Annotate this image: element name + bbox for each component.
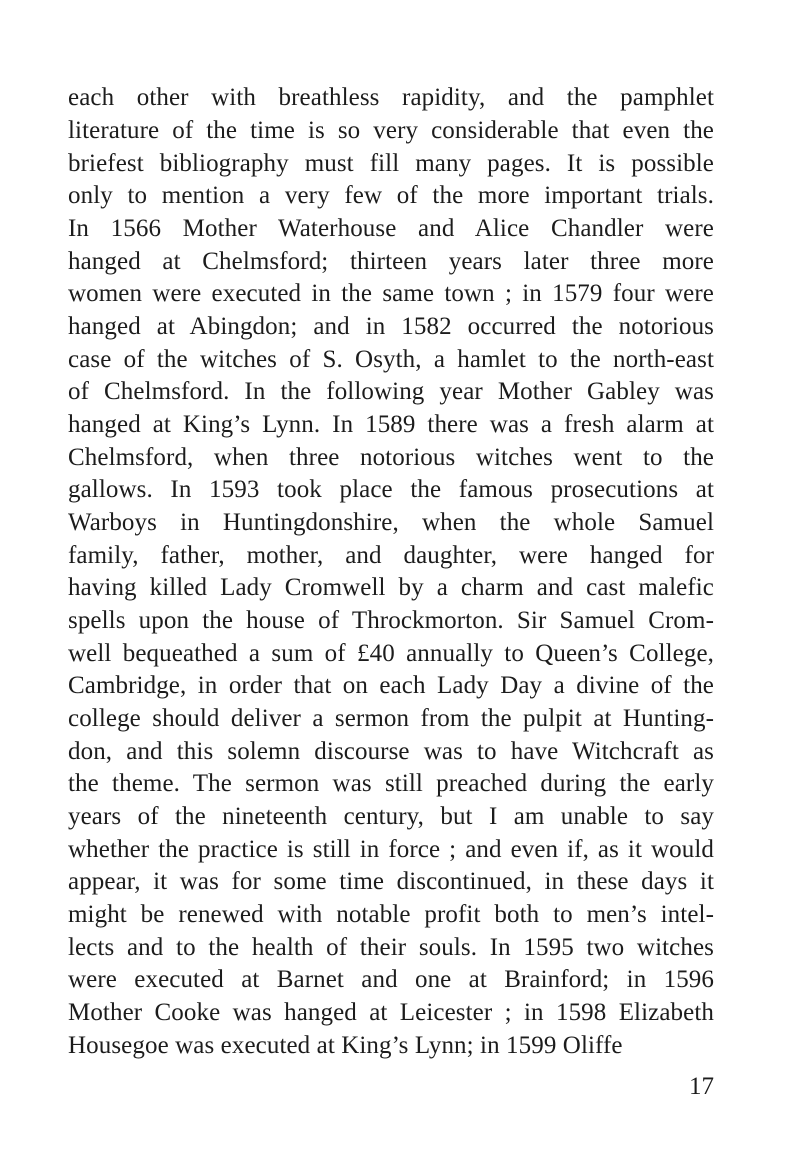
text-line: only to mention a very few of the more important trials. [68, 182, 714, 209]
text-line: women were executed in the same town ; in 1579 four were [68, 280, 714, 307]
text-line: don, and this solemn discourse was to have Witchcraft as [68, 738, 714, 765]
text-line: Mother Cooke was hanged at Leicester ; in 1598 Elizabeth [68, 999, 714, 1026]
text-line: college should deliver a sermon from the pulpit at Hunting- [68, 705, 714, 732]
text-line: might be renewed with notable profit both to men’s intel- [68, 901, 714, 928]
text-line: hanged at Abingdon; and in 1582 occurred the notorious [68, 313, 714, 340]
text-line: Chelmsford, when three notorious witches went to the [68, 444, 714, 471]
text-line: family, father, mother, and daughter, were hanged for [68, 542, 714, 569]
text-line: spells upon the house of Throckmorton. Sir Samuel Crom- [68, 607, 714, 634]
text-line: In 1566 Mother Waterhouse and Alice Chandler were [68, 215, 714, 242]
text-line: were executed at Barnet and one at Brainford; in 1596 [68, 966, 714, 993]
text-line: Warboys in Huntingdonshire, when the whole Samuel [68, 509, 714, 536]
text-line: whether the practice is still in force ; and even if, as it would [68, 836, 714, 863]
text-line: literature of the time is so very considerable that even the [68, 117, 714, 144]
text-line: Cambridge, in order that on each Lady Day a divine of the [68, 672, 714, 699]
text-line: Housegoe was executed at King’s Lynn; in 1599 Oliffe [68, 1032, 623, 1059]
text-line: hanged at King’s Lynn. In 1589 there was a fresh alarm at [68, 411, 714, 438]
text-line: appear, it was for some time discontinued, in these days it [68, 868, 714, 895]
text-line: lects and to the health of their souls. In 1595 two witches [68, 934, 714, 961]
text-line: gallows. In 1593 took place the famous prosecutions at [68, 476, 714, 503]
text-line: hanged at Chelmsford; thirteen years later three more [68, 248, 714, 275]
text-line: case of the witches of S. Osyth, a hamlet to the north-east [68, 346, 714, 373]
page-number: 17 [689, 1073, 714, 1100]
text-line: of Chelmsford. In the following year Mother Gabley was [68, 378, 714, 405]
text-line: briefest bibliography must fill many pages. It is possible [68, 150, 714, 177]
text-line: having killed Lady Cromwell by a charm and cast malefic [68, 574, 714, 601]
text-line: each other with breathless rapidity, and the pamphlet [68, 84, 714, 111]
text-line: well bequeathed a sum of £40 annually to Queen’s College, [68, 640, 714, 667]
text-line: years of the nineteenth century, but I am unable to say [68, 803, 714, 830]
text-line: the theme. The sermon was still preached during the early [68, 770, 714, 797]
